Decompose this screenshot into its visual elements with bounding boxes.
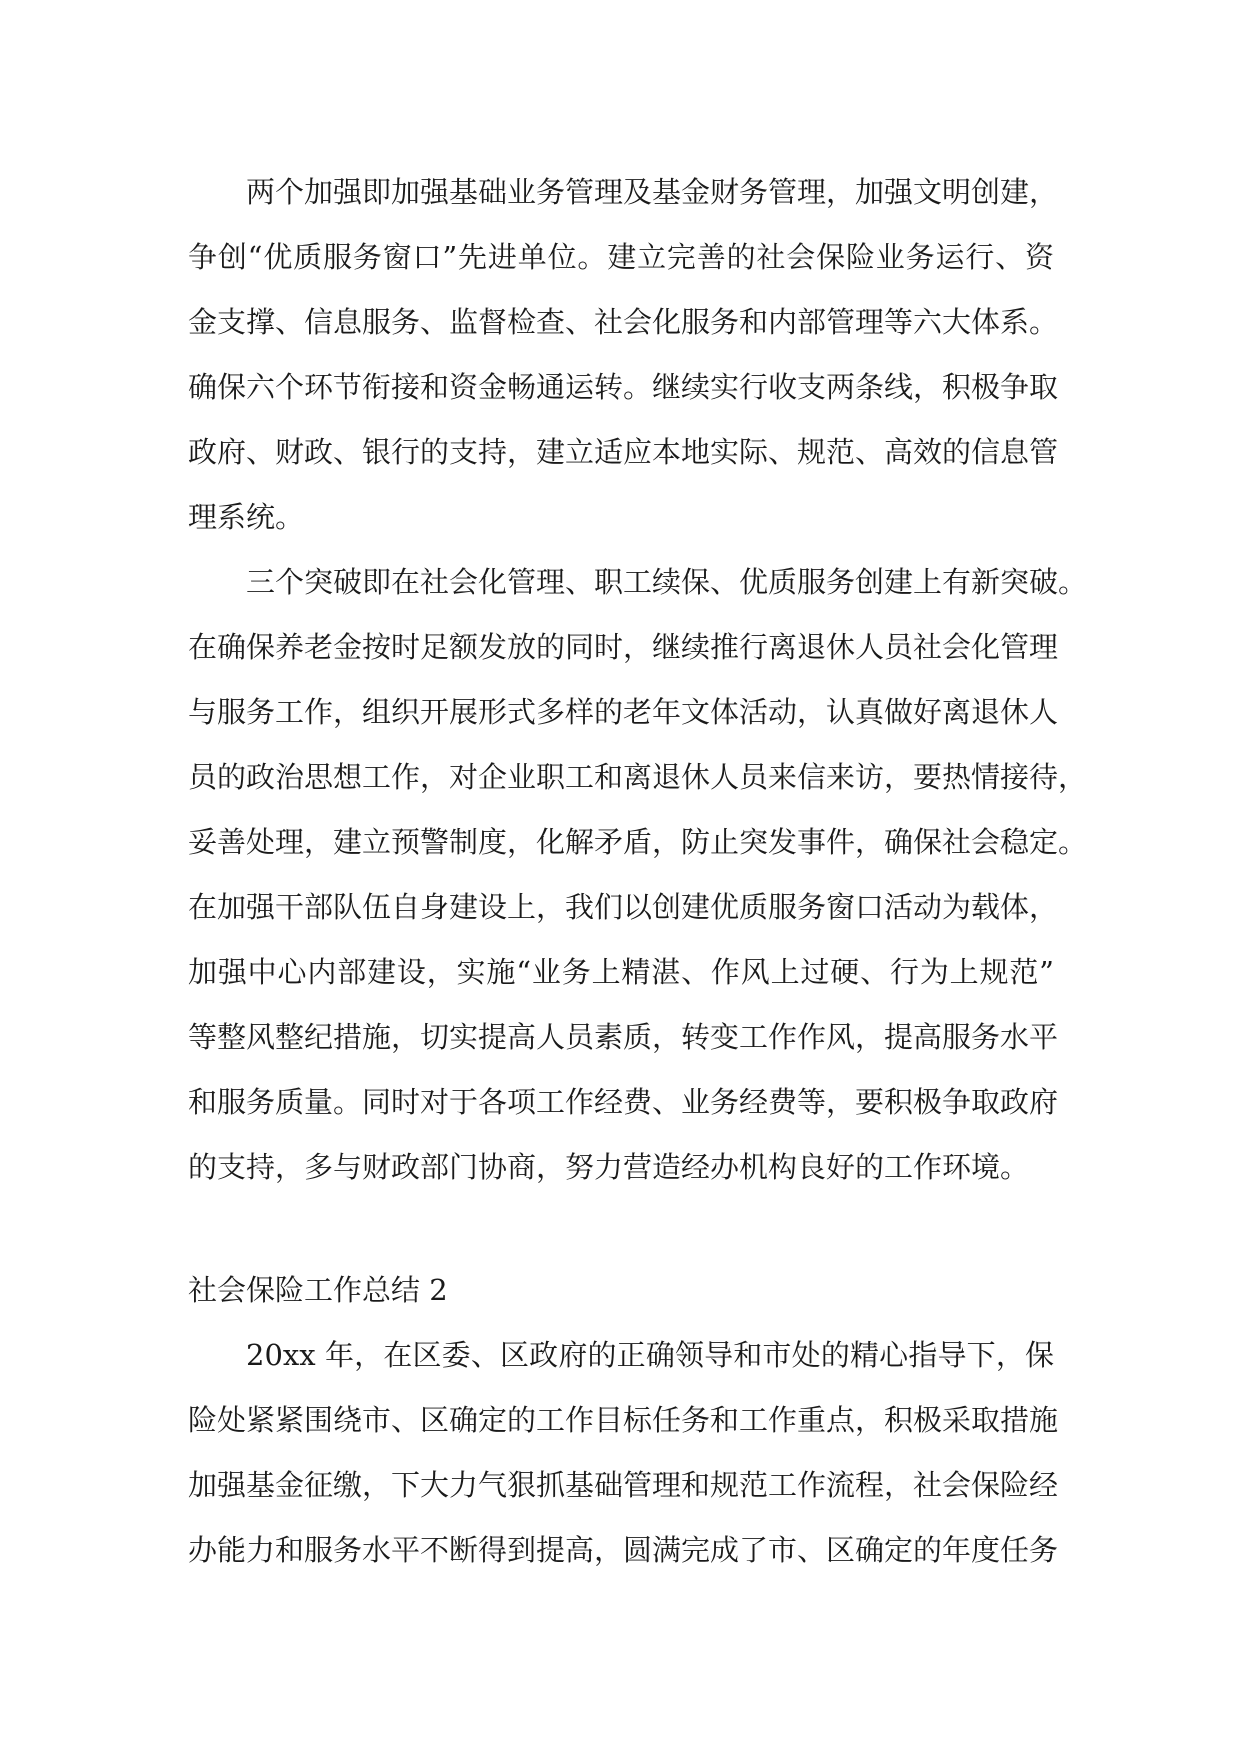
paragraph-two-strengthenings <box>188 160 1059 550</box>
paragraph-three-breakthroughs <box>188 550 1088 1200</box>
text-line: 理系统。 <box>188 500 305 534</box>
text-line: 20xx 年，在区委、区政府的正确领导和市处的精心指导下，保 <box>246 1338 1054 1372</box>
section-title: 社会保险工作总结 2 <box>188 1273 448 1307</box>
text-line: 员的政治思想工作，对企业职工和离退休人员来信来访，要热情接待， <box>188 760 1088 794</box>
text-line: 争创“优质服务窗口”先进单位。建立完善的社会保险业务运行、资 <box>188 240 1054 274</box>
text-line: 加强中心内部建设，实施“业务上精湛、作风上过硬、行为上规范” <box>188 955 1054 989</box>
document-page <box>188 160 1088 1583</box>
text-line: 在确保养老金按时足额发放的同时，继续推行离退休人员社会化管理 <box>188 630 1059 664</box>
text-line: 险处紧紧围绕市、区确定的工作目标任务和工作重点，积极采取措施 <box>188 1403 1059 1437</box>
text-line: 办能力和服务水平不断得到提高，圆满完成了市、区确定的年度任务 <box>188 1533 1059 1567</box>
text-line: 政府、财政、银行的支持，建立适应本地实际、规范、高效的信息管 <box>188 435 1059 469</box>
text-line: 和服务质量。同时对于各项工作经费、业务经费等，要积极争取政府 <box>188 1085 1059 1119</box>
text-line: 金支撑、信息服务、监督检查、社会化服务和内部管理等六大体系。 <box>188 305 1059 339</box>
text-line: 在加强干部队伍自身建设上，我们以创建优质服务窗口活动为载体， <box>188 890 1059 924</box>
text-line: 两个加强即加强基础业务管理及基金财务管理，加强文明创建， <box>246 175 1059 209</box>
text-line: 三个突破即在社会化管理、职工续保、优质服务创建上有新突破。 <box>246 565 1088 599</box>
paragraph-summary-2 <box>188 1323 1059 1583</box>
text-line: 加强基金征缴，下大力气狠抓基础管理和规范工作流程，社会保险经 <box>188 1468 1059 1502</box>
text-line: 的支持，多与财政部门协商，努力营造经办机构良好的工作环境。 <box>188 1150 1030 1184</box>
text-line: 确保六个环节衔接和资金畅通运转。继续实行收支两条线，积极争取 <box>188 370 1059 404</box>
text-line: 妥善处理，建立预警制度，化解矛盾，防止突发事件，确保社会稳定。 <box>188 825 1088 859</box>
text-line: 等整风整纪措施，切实提高人员素质，转变工作作风，提高服务水平 <box>188 1020 1059 1054</box>
text-line: 与服务工作，组织开展形式多样的老年文体活动，认真做好离退休人 <box>188 695 1059 729</box>
